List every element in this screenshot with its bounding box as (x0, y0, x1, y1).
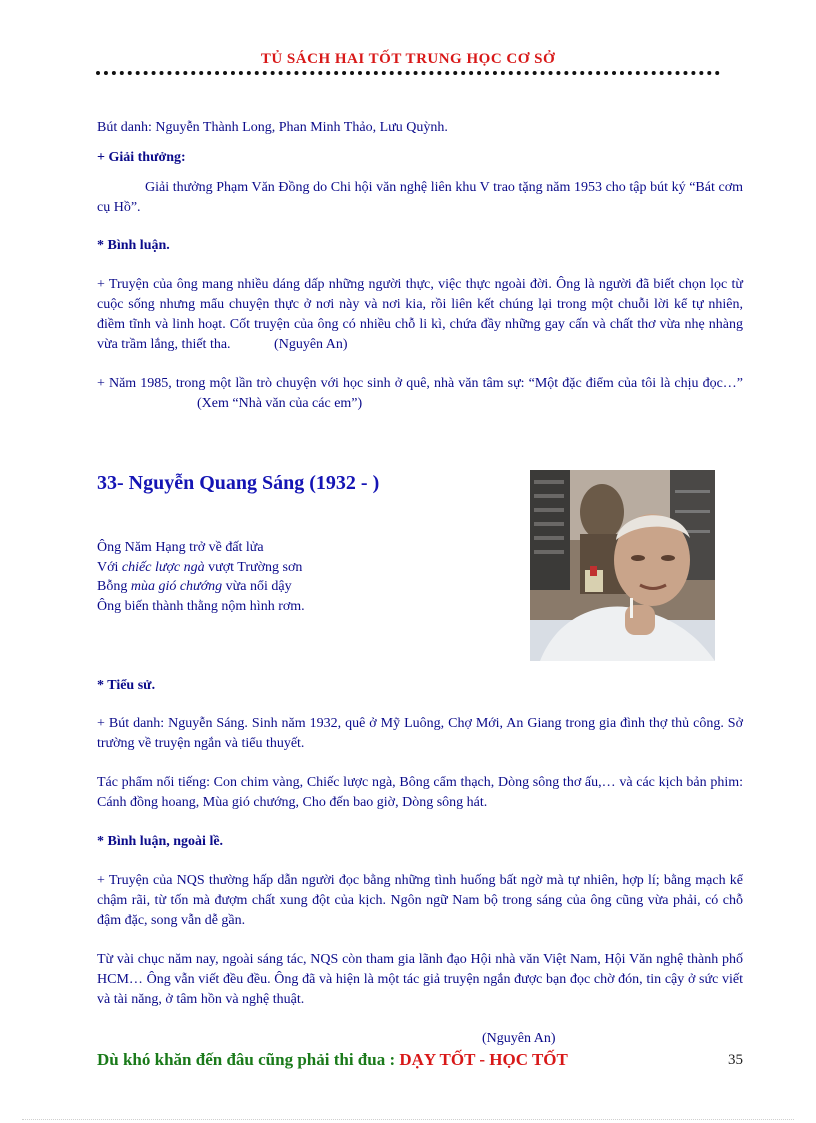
poem-line-4: Ông biến thành thằng nộm hình rơm. (97, 598, 305, 614)
pen-names-line: Bút danh: Nguyễn Thành Long, Phan Minh Thảo, Lưu Quỳnh. (97, 120, 448, 135)
poem-line-3-title: mùa gió chướng (130, 579, 223, 594)
bio-paragraph-1: + Bút danh: Nguyễn Sáng. Sinh năm 1932, quê ở Mỹ Luông, Chợ Mới, An Giang trong gia đình thợ thủ công. Sở trường về truyện ngắn và tiểu thuyết. (97, 716, 743, 751)
footer-motto-red: DẠY TỐT - HỌC TỐT (399, 1050, 568, 1069)
commentary-paragraph-1 (97, 275, 743, 355)
commentary-paragraph-2-text: + Năm 1985, trong một lần trò chuyện với học sinh ở quê, nhà văn tâm sự: “Một đặc điểm của tôi là chịu đọc…” (97, 376, 743, 391)
header-dotted-divider (96, 71, 720, 75)
bio-paragraph-2: Tác phẩm nổi tiếng: Con chim vàng, Chiếc lược ngà, Bông cẩm thạch, Dòng sông thơ ấu,… và các kịch bản phim: Cánh đồng hoang, Mùa gió chướng, Cho đến bao giờ, Dòng sông hát. (97, 775, 743, 810)
poem-line-3: Bỗng mùa gió chướng vừa nổi dậy (97, 579, 292, 594)
commentary-paragraph-2-source: (Xem “Nhà văn của các em”) (197, 396, 363, 411)
award-heading: + Giải thưởng: (97, 150, 186, 165)
commentary-paragraph-1-text: + Truyện của ông mang nhiều dáng dấp những người thực, việc thực ngoài đời. Ông là người đã biết chọn lọc từ cuộc sống nhưng mẩu chuyện thực ở nơi này và nơi kia, rồi liên kết chúng lại trong một chuỗi lời kể tự nhiên, điềm tĩnh và linh hoạt. Cốt truyện của ông có nhiều chỗ li kì, chứa đầy những gay cấn và chất thơ vừa nhẹ nhàng vừa trầm lắng, thiết tha. (97, 277, 743, 352)
page-header-title: TỦ SÁCH HAI TỐT TRUNG HỌC CƠ SỞ (260, 51, 556, 67)
commentary2-paragraph-2: Từ vài chục năm nay, ngoài sáng tác, NQS còn tham gia lãnh đạo Hội nhà văn Việt Nam, Hội Văn nghệ thành phố HCM… Ông vẫn viết đều đều. Ông đã và hiện là một tác giả truyện ngắn được bạn đọc chờ đón, tin cậy ở sức viết và tài năng, ở tâm hồn và nghệ thuật. (97, 952, 743, 1007)
commentary2-source: (Nguyên An) (482, 1031, 556, 1046)
bio-heading: * Tiểu sử. (97, 678, 156, 693)
poem (97, 538, 305, 616)
poem-line-1: Ông Năm Hạng trở về đất lửa (97, 540, 264, 555)
footer-motto-green: Dù khó khăn đến đâu cũng phải thi đua : (97, 1050, 400, 1069)
author-portrait-photo (530, 470, 715, 661)
poem-line-2-title: chiếc lược ngà (121, 559, 205, 575)
page-number: 35 (728, 1052, 743, 1068)
bottom-dotted-border (22, 1119, 794, 1120)
portrait-photo-icon (530, 470, 715, 661)
award-text: Giải thưởng Phạm Văn Đồng do Chi hội văn nghệ liên khu V trao tặng năm 1953 cho tập bút ký “Bát cơm cụ Hồ”. (97, 180, 743, 215)
commentary-heading: * Bình luận. (97, 238, 170, 253)
poem-line-2: Với chiếc lược ngà vượt Trường sơn (97, 559, 303, 575)
footer-motto (97, 1050, 568, 1070)
section-title: 33- Nguyễn Quang Sáng (1932 - ) (97, 472, 380, 494)
commentary-paragraph-1-source: (Nguyên An) (274, 337, 348, 352)
commentary-paragraph-2 (97, 374, 743, 414)
commentary2-paragraph-1: + Truyện của NQS thường hấp dẫn người đọc bằng những tình huống bất ngờ mà tự nhiên, hợp lí; bằng mạch kể chậm rãi, từ tốn mà đượm chất xung đột của kịch. Ngôn ngữ Nam bộ trong sáng của ông cũng vừa phải, có chỗ đậm đặc, song vẫn dễ gần. (97, 873, 743, 928)
commentary2-heading: * Bình luận, ngoài lề. (97, 834, 224, 849)
